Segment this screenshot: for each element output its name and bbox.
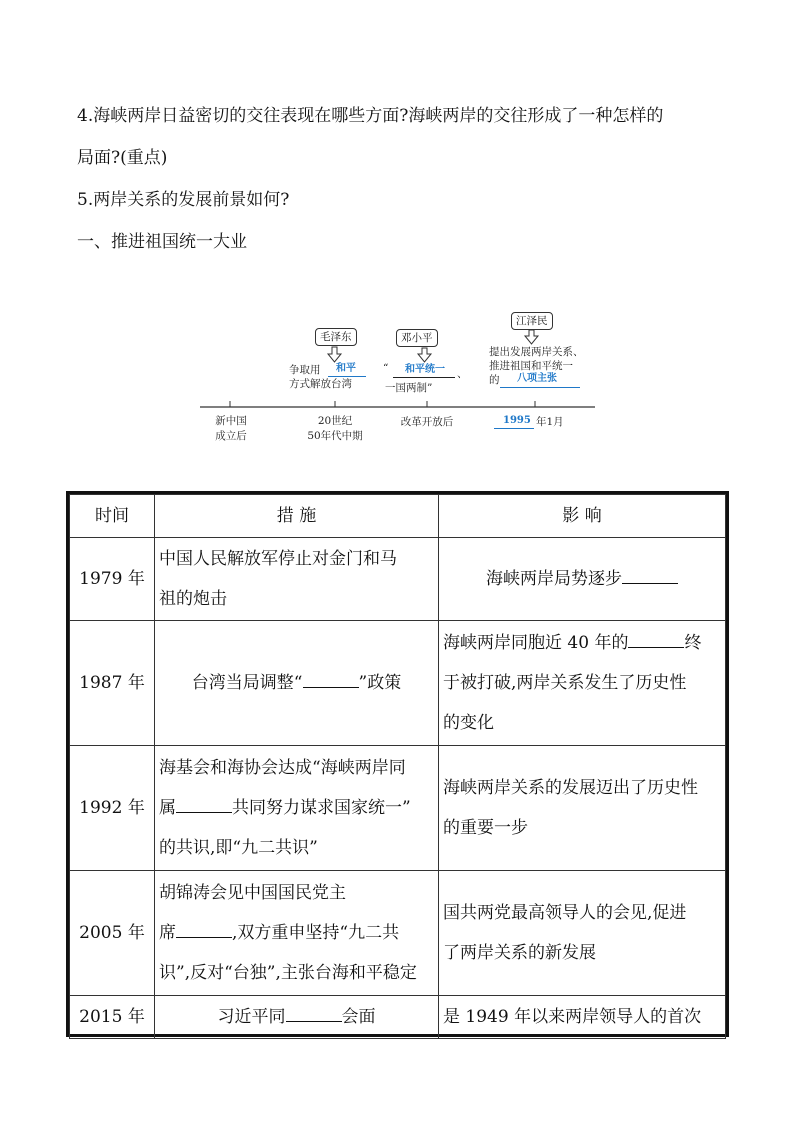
row-impact: 是 1949 年以来两岸领导人的首次 xyxy=(439,996,726,1039)
deng-open-quote: “ xyxy=(383,362,389,374)
deng-answer: 和平统一 xyxy=(405,364,445,375)
section-heading: 一、推进祖国统一大业 xyxy=(77,232,247,252)
header-time: 时间 xyxy=(70,495,155,538)
row-measure: 台湾当局调整“ ”政策 xyxy=(155,621,439,746)
axis-label-3: 改革开放后 xyxy=(400,416,454,428)
timeline-diagram xyxy=(195,305,605,450)
answer-blank[interactable] xyxy=(303,669,359,688)
row-year: 2005 年 xyxy=(70,871,155,996)
deng-answer-underline xyxy=(393,377,455,378)
leader-box-jiang: 江泽民 xyxy=(511,312,553,330)
table-header-row xyxy=(70,495,726,538)
mao-text-post: 方式解放台湾 xyxy=(289,378,352,390)
jiang-text-line-2: 推进祖国和平统一 xyxy=(489,360,573,372)
deng-separator: 、 xyxy=(457,368,468,380)
answer-blank[interactable] xyxy=(622,565,678,584)
axis-label-1a: 新中国 xyxy=(215,415,247,427)
header-impact: 影 响 xyxy=(439,495,726,538)
row-impact: 海峡两岸同胞近 40 年的 终 于被打破,两岸关系发生了历史性 的变化 xyxy=(439,621,726,746)
row-measure: 习近平同 会面 xyxy=(155,996,439,1039)
deng-text-post: 一国两制” xyxy=(385,382,433,394)
table-row xyxy=(70,746,726,871)
row-measure: 中国人民解放军停止对金门和马 祖的炮击 xyxy=(155,538,439,621)
mao-answer: 和平 xyxy=(336,363,356,374)
row-year: 1979 年 xyxy=(70,538,155,621)
jiang-text-line-1: 提出发展两岸关系、 xyxy=(489,346,584,358)
row-year: 2015 年 xyxy=(70,996,155,1039)
jiang-text-pre: 的 xyxy=(489,374,500,386)
table-row xyxy=(70,621,726,746)
axis-label-4-suffix: 年1月 xyxy=(536,416,564,428)
leader-box-deng: 邓小平 xyxy=(396,329,438,347)
table-row xyxy=(70,871,726,996)
year-answer-underline xyxy=(494,428,534,429)
table-row xyxy=(70,538,726,621)
header-measures: 措 施 xyxy=(155,495,439,538)
row-impact: 海峡两岸关系的发展迈出了历史性 的重要一步 xyxy=(439,746,726,871)
question-4-line-1: 4.海峡两岸日益密切的交往表现在哪些方面?海峡两岸的交往形成了一种怎样的 xyxy=(77,106,664,126)
row-measure: 胡锦涛会见中国国民党主 席 ,双方重申坚持“九二共 识”,反对“台独”,主张台海和平稳定 xyxy=(155,871,439,996)
leader-box-mao: 毛泽东 xyxy=(315,328,357,346)
row-impact: 海峡两岸局势逐步 xyxy=(439,538,726,621)
row-year: 1987 年 xyxy=(70,621,155,746)
table-row xyxy=(70,996,726,1039)
axis-label-1b: 成立后 xyxy=(215,430,247,442)
question-4-line-2: 局面?(重点) xyxy=(77,148,168,168)
jiang-answer-underline xyxy=(500,387,580,388)
answer-blank[interactable] xyxy=(286,1003,342,1022)
row-measure: 海基会和海协会达成“海峡两岸同 属 共同努力谋求国家统一” 的共识,即“九二共识” xyxy=(155,746,439,871)
row-impact: 国共两党最高领导人的会见,促进 了两岸关系的新发展 xyxy=(439,871,726,996)
answer-blank[interactable] xyxy=(176,919,232,938)
axis-label-4-year: 1995 xyxy=(503,415,531,426)
answer-blank[interactable] xyxy=(176,794,232,813)
axis-label-2a: 20世纪 xyxy=(317,415,353,427)
jiang-answer: 八项主张 xyxy=(517,373,557,384)
question-5: 5.两岸关系的发展前景如何? xyxy=(77,190,290,210)
axis-label-2b: 50年代中期 xyxy=(307,430,363,442)
history-table xyxy=(66,491,729,1037)
row-year: 1992 年 xyxy=(70,746,155,871)
mao-text-pre: 争取用 xyxy=(289,364,321,376)
answer-blank[interactable] xyxy=(628,629,684,648)
